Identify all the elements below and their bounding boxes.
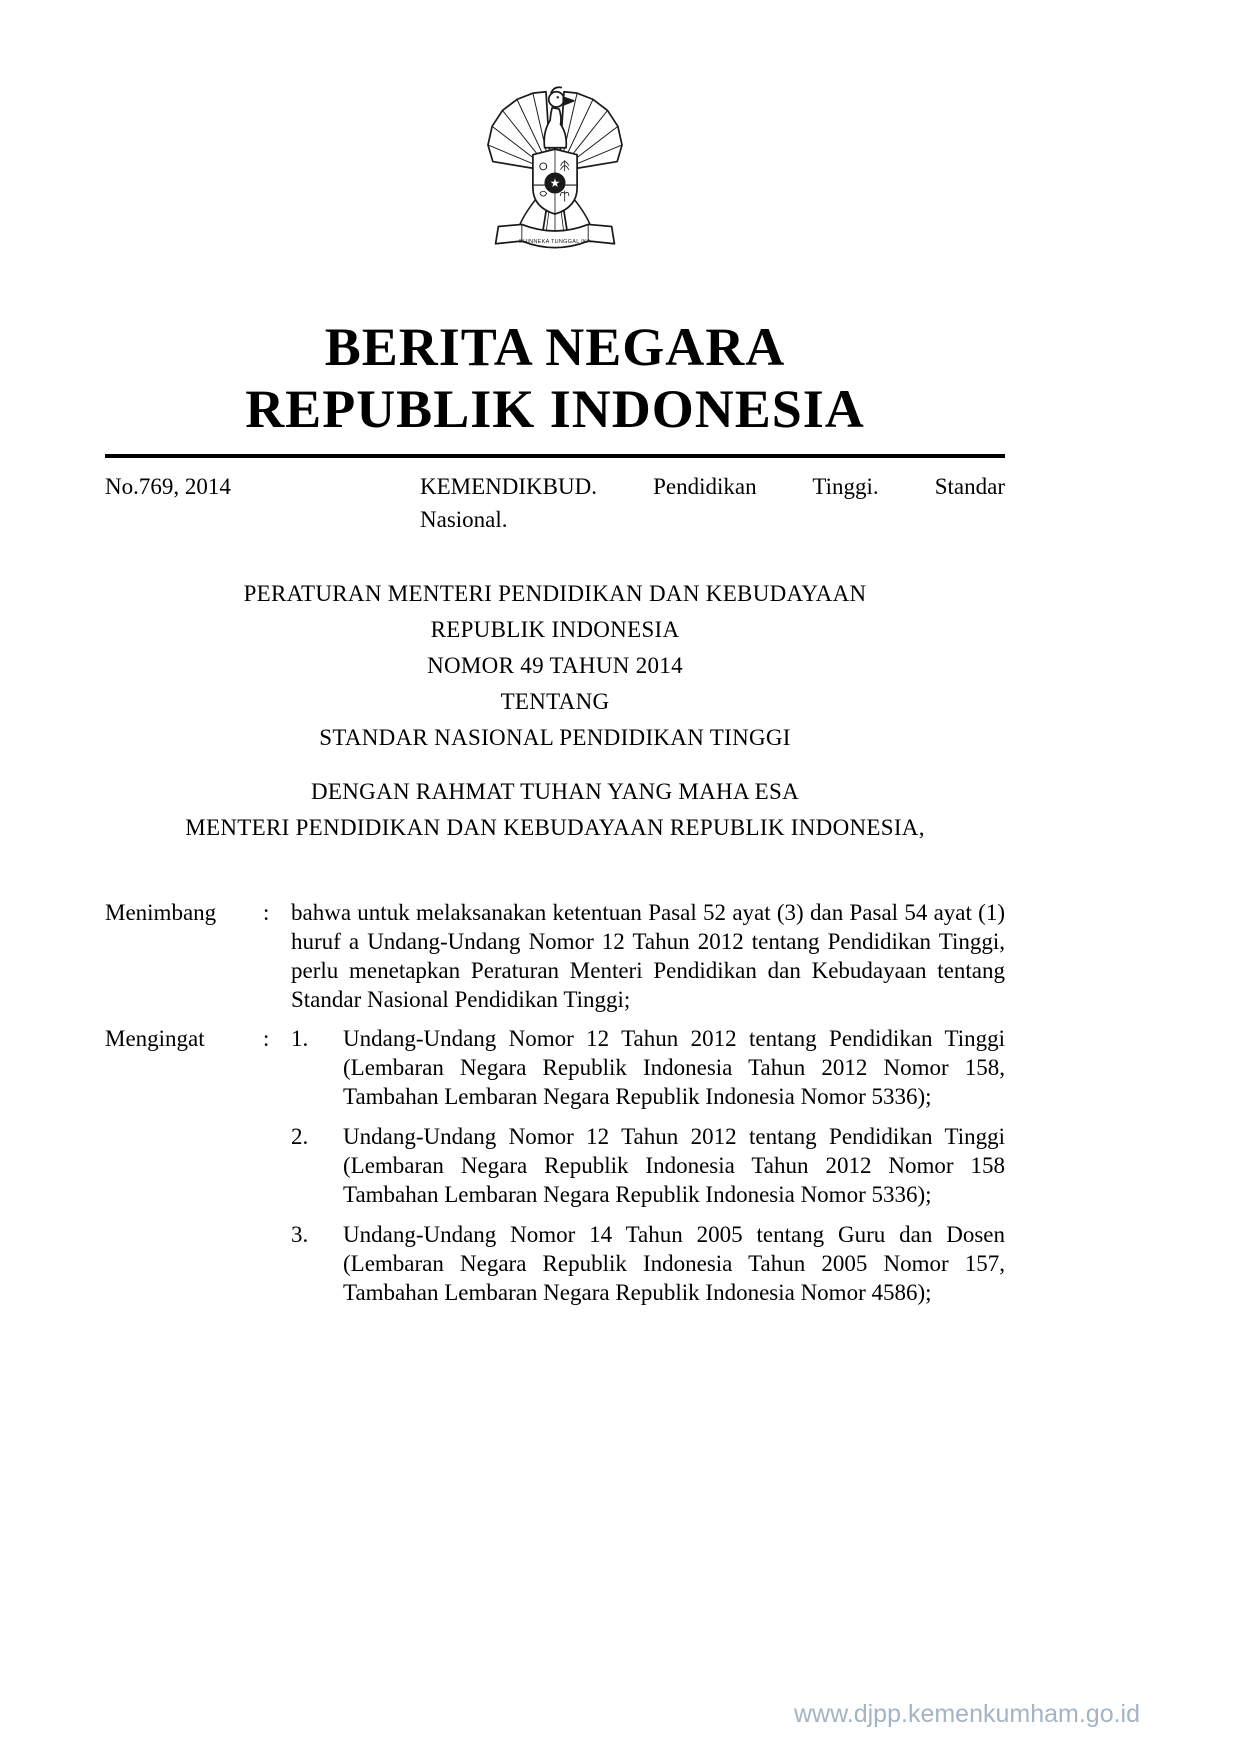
menimbang-text: bahwa untuk melaksanakan ketentuan Pasal 52 ayat (3) dan Pasal 54 ayat (1) huruf a Undang-Undang Nomor 12 Tahun 2012 tentang Pendidikan Tinggi, perlu menetapkan Peraturan Menteri Pendidikan dan Kebudayaan tentang Standar Nasional Pendidikan Tinggi;: [291, 900, 1005, 1012]
list-item: [291, 1024, 1005, 1111]
decree-title-line3: NOMOR 49 TAHUN 2014: [427, 653, 683, 678]
subject-line1: KEMENDIKBUD. Pendidikan Tinggi. Standar: [420, 474, 1005, 499]
mengingat-colon: :: [263, 1026, 270, 1051]
list-item: [291, 1220, 1005, 1307]
emblem-container: [105, 84, 1005, 270]
masthead-title-line1: BERITA NEGARA: [324, 317, 786, 377]
pancasila-star-icon: ★: [549, 176, 561, 191]
footer-link[interactable]: www.djpp.kemenkumham.go.id: [794, 1700, 1140, 1728]
list-item-text: Undang-Undang Nomor 14 Tahun 2005 tentang Guru dan Dosen (Lembaran Negara Republik Indonesia Tahun 2005 Nomor 157, Tambahan Lembaran Negara Republik Indonesia Nomor 4586);: [343, 1222, 1005, 1305]
preamble: [105, 774, 1005, 846]
list-item-text: Undang-Undang Nomor 12 Tahun 2012 tentang Pendidikan Tinggi (Lembaran Negara Republik Indonesia Tahun 2012 Nomor 158 Tambahan Lembaran Negara Republik Indonesia Nomor 5336);: [343, 1124, 1005, 1207]
list-item: [291, 1122, 1005, 1209]
decree-title: [105, 576, 1005, 756]
masthead-title: [105, 316, 1005, 440]
mengingat-section: [105, 1024, 1005, 1318]
issue-header-row: [105, 470, 1005, 536]
preamble-authority: MENTERI PENDIDIKAN DAN KEBUDAYAAN REPUBLIK INDONESIA,: [185, 815, 925, 840]
mengingat-list: [291, 1024, 1005, 1318]
decree-title-line2: REPUBLIK INDONESIA: [430, 617, 680, 642]
issue-number: No.769, 2014: [105, 474, 231, 499]
preamble-invocation: DENGAN RAHMAT TUHAN YANG MAHA ESA: [310, 779, 800, 804]
list-item-text: Undang-Undang Nomor 12 Tahun 2012 tentang Pendidikan Tinggi (Lembaran Negara Republik Indonesia Tahun 2012 Nomor 158, Tambahan Lembaran Negara Republik Indonesia Nomor 5336);: [343, 1026, 1005, 1109]
decree-title-line4: TENTANG: [500, 689, 610, 714]
decree-title-line1: PERATURAN MENTERI PENDIDIKAN DAN KEBUDAYAAN: [243, 581, 867, 606]
emblem-motto: BHINNEKA TUNGGAL IKA: [519, 239, 591, 246]
list-item-number: 2.: [291, 1124, 309, 1149]
list-item-number: 1.: [291, 1026, 309, 1051]
subject-abstract: [420, 470, 1005, 536]
mengingat-label: Mengingat: [105, 1026, 205, 1051]
garuda-pancasila-emblem: [479, 84, 631, 264]
menimbang-section: [105, 898, 1005, 1014]
decree-title-line5: STANDAR NASIONAL PENDIDIKAN TINGGI: [319, 725, 791, 750]
subject-line2: Nasional.: [420, 507, 508, 532]
masthead-title-line2: REPUBLIK INDONESIA: [245, 379, 865, 439]
list-item-number: 3.: [291, 1222, 309, 1247]
menimbang-colon: :: [263, 900, 270, 925]
menimbang-label: Menimbang: [105, 900, 217, 925]
masthead-divider: [105, 454, 1005, 458]
